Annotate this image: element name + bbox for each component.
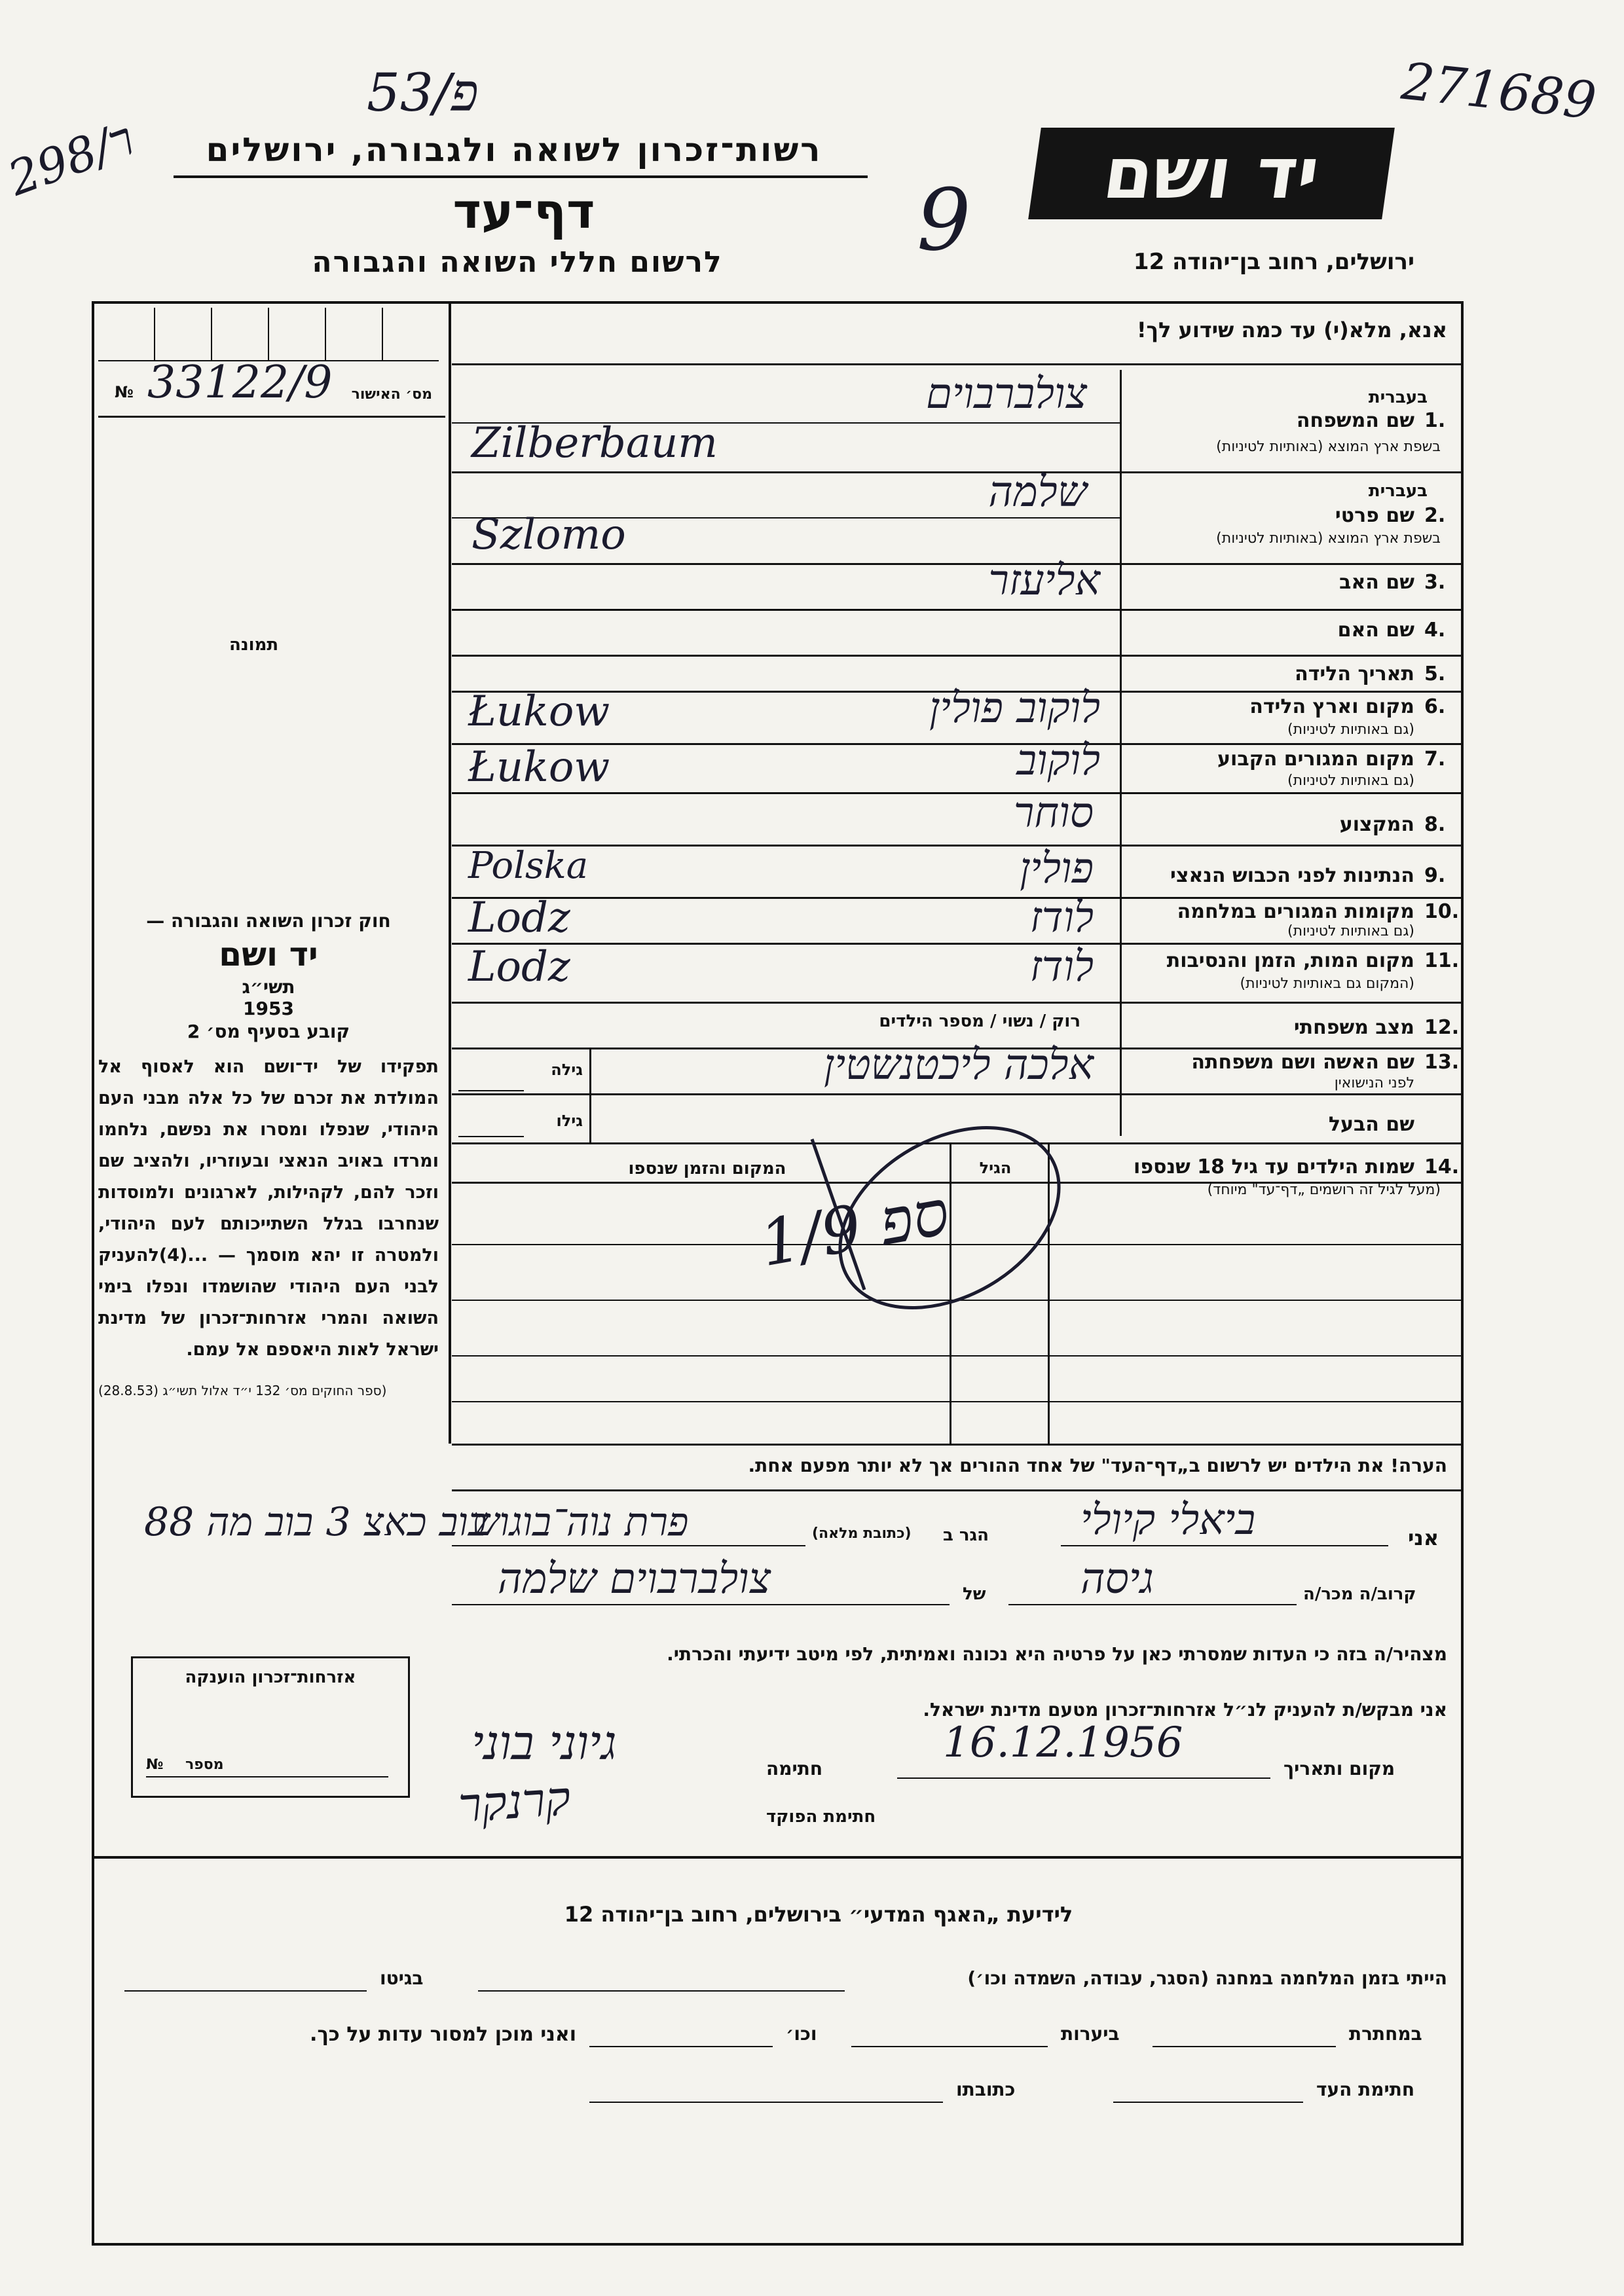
field-label-marital: מצב משפחתי [1293,1016,1414,1039]
approval-number[interactable]: 33122/9 [147,357,333,409]
field-num: 8. [1424,813,1446,836]
field-sub: (גם באותיות לטיניות) [1287,923,1414,939]
field-label-profession: המקצוע [1339,813,1414,836]
approval-boxes [98,308,439,361]
place-date-label: מקום ותאריך [1283,1758,1395,1779]
residence-hebrew[interactable]: לוקוב [1016,737,1100,785]
footer-etc-field[interactable] [589,2046,773,2047]
address: ירושלים, רחוב בן־יהודה 12 [1133,249,1414,275]
field-num: 11. [1424,949,1460,972]
left-column-divider [449,301,451,1444]
date[interactable]: 16.12.1956 [943,1719,1183,1767]
birth-place-hebrew[interactable]: לוקוב פולין [929,684,1100,733]
wife-age-label: גילה [551,1061,583,1079]
residence-latin[interactable]: Łukow [468,743,610,792]
relation-label: קרוב/ה מכר/ה [1303,1584,1416,1604]
field-sub: (מעל לגיל זה רושמים „דף־עד" מיוחד) [1207,1182,1441,1198]
form-title: דף־עד [452,183,595,240]
field-label-birth-date: תאריך הלידה [1295,663,1414,685]
field-label-war-residence: מקומות המגורים במלחמה [1177,900,1414,923]
instruction: אנא, מלא(י) עד כמה שידוע לך! [1136,318,1447,342]
field-label-death-place: מקום המות, הזמן והנסיבות [1166,949,1414,972]
row-line [452,363,1464,365]
marital-options[interactable]: רוק / נשוי / מספר הילדים [879,1011,1080,1031]
archive-number: 271689 [1399,52,1599,132]
field-label-birth-place: מקום וארץ הלידה [1249,695,1414,718]
declarant-address-extra[interactable]: 88 בוב כאצ 3 בוב מה [144,1499,487,1545]
field-sub: (המקום גם באותיות לטיניות) [1240,975,1414,992]
profession[interactable]: סוחר [1013,789,1094,837]
form-subtitle: לרשום חללי השואה והגבורה [312,246,723,279]
footer-forest-label: ביערות [1061,2023,1120,2045]
field-num: 2. [1424,504,1446,527]
law-clause: קובע בסעיף מס׳ 2 [187,1021,350,1042]
field-num: 14. [1424,1156,1460,1178]
children-place-header: המקום והזמן שנספו [628,1159,786,1178]
law-title: חוק זכרון השואה והגבורה — [146,910,391,932]
death-place-latin[interactable]: Lodz [468,943,570,991]
footer-camp-field[interactable] [478,1990,845,1992]
field-num: 10. [1424,900,1460,923]
signature[interactable]: גיוני בוני [471,1715,617,1770]
field-num: 6. [1424,695,1446,718]
footer-underground-label: במחתרת [1349,2023,1422,2045]
nationality-latin[interactable]: Polska [468,845,589,887]
authority-name: רשות־זכרון לשואה ולגבורה, ירושלים [206,131,822,169]
footer-title: לידיעת „האגף המדעי״ בירושלים, רחוב בן־יהודה 12 [564,1902,1073,1927]
field-label-children: שמות הילדים עד גיל 18 שנספו [1134,1156,1414,1178]
witness-signature-label: חתימת העד [1316,2079,1415,2100]
citizenship-no-symbol: № [146,1757,164,1773]
footer-ghetto-label: בגיטו [380,1967,424,1989]
field-label-husband: שם הבעל [1328,1113,1414,1136]
ani-label: אני [1408,1525,1439,1550]
field-num: 13. [1424,1051,1460,1074]
citizenship-box [131,1656,410,1798]
footer-underground-field[interactable] [1153,2046,1336,2047]
yad-vashem-logo [1028,128,1395,219]
field-num: 7. [1424,748,1446,771]
nationality-hebrew[interactable]: פולין [1020,845,1094,893]
footer-ghetto-field[interactable] [124,1990,367,1992]
citizenship-number-label: מספר [185,1757,224,1773]
declarant-address[interactable]: פרת נוה־בוגוש [471,1499,689,1545]
citizenship-title: אזרחות־זכרון הוענקה [185,1667,356,1687]
field-label-father: שם האב [1339,571,1414,594]
father-name[interactable]: אליעזר [988,556,1100,605]
approval-rule [98,416,445,418]
children-age-header: הגיל [979,1159,1012,1177]
law-year-he: תשי״ג [242,976,295,998]
footer-forest-field[interactable] [851,2046,1048,2047]
officer-signature[interactable]: קרנקר [456,1770,572,1833]
stamp-number: 53/פ [367,62,479,123]
label-divider [1120,370,1122,1136]
law-box [98,910,439,1398]
war-residence-latin[interactable]: Lodz [468,894,570,942]
field-num: 5. [1424,663,1446,685]
relation-of[interactable]: צולברבוים שלמה [498,1555,771,1603]
of-label: של [963,1584,986,1604]
family-name-latin[interactable]: Zilberbaum [471,419,718,467]
field-sub: לפני הנישואין [1334,1075,1414,1091]
footer-etc-label: וכו׳ [786,2023,817,2045]
field-num: 1. [1424,409,1446,432]
witness-address-label: כתובתו [956,2079,1016,2100]
first-name-latin[interactable]: Szlomo [471,511,626,559]
signature-label: חתימה [766,1758,823,1779]
witness-address-field[interactable] [589,2102,943,2103]
relation-value[interactable]: גיסה [1080,1555,1154,1603]
field-sub: (גם באותיות לטיניות) [1287,721,1414,738]
death-place-hebrew[interactable]: לודז [1029,943,1094,991]
field-num: 9. [1424,864,1446,887]
approval-label: מס׳ האישור [351,386,432,403]
field-num: 3. [1424,571,1446,594]
field-label-nationality: הנתינות לפני הכבוש הנאצי [1170,864,1414,887]
field-label-first-name: שם פרטי [1335,504,1414,527]
statement: מצהיר/ה בזה כי העדות שמסרתי כאן על פרטיה היא נכונה ואמיתית, לפי מיטב ידיעתי והכרתי. [667,1643,1447,1665]
big-mark: 1/9 ספ [754,1175,955,1281]
approval-no-symbol: № [115,383,134,401]
field-num: 4. [1424,619,1446,642]
first-name-hebrew[interactable]: שלמה [988,468,1087,517]
field-label-residence: מקום המגורים הקבוע [1217,748,1414,771]
note: הערה! את הילדים יש לרשום ב„דף־העד" של אחד ההורים אך לא יותר מפעם אחת. [748,1455,1447,1476]
margin-note: 298/ר [1,110,141,207]
law-year: 1953 [243,998,294,1019]
lang-hebrew-label: בעברית [1368,481,1428,501]
logo-text: יד ושם [1098,132,1325,215]
field-label-wife: שם האשה ושם משפחתה [1191,1051,1414,1074]
field-sub: (גם באותיות לטיניות) [1287,773,1414,789]
header-rule [174,175,868,178]
field-num: 12. [1424,1016,1460,1039]
law-text: תפקידו של יד־ושם הוא לאסוף אל המולדת את זכרם של כל אלה מבני העם היהודי, שנפלו ומסרו את נפשם, נלחמו ומרדו באויב הנאצי ובעוזריו, ולהציב שם וזכר להם, לקהילות, לארגונים ולמוסדות שנחרבו בגלל השתייכותם לעם היהודי, ולמטרה זו יהא מוסמך — ...(4)להעניק לבני העם היהודי שהושמדו ונפלו בימי השואה והמרי אזרחות־זכרון של מדינת ישראל לאות היאספם אל עמם. [98,1057,439,1360]
law-name: יד ושם [219,936,318,974]
residing-label: הגר ב [943,1525,989,1545]
handwritten-mark: 9 [917,170,971,270]
witness-signature-field[interactable] [1113,2102,1303,2103]
officer-label: חתימת הפוקד [766,1807,876,1827]
field-sub: בשפת ארץ המוצא (באותיות לטיניות) [1216,530,1441,547]
wife-name[interactable]: אלכה ליכטנשטין [824,1041,1094,1089]
address-label: (כתובת מלאה) [812,1525,912,1542]
husband-age-label: גילו [556,1112,583,1130]
war-residence-hebrew[interactable]: לודז [1029,894,1094,942]
field-sub: בשפת ארץ המוצא (באותיות לטיניות) [1216,439,1441,455]
field-label-family-name: שם המשפחה [1296,409,1414,432]
declarant-name[interactable]: ביאלי קיולי [1080,1496,1256,1544]
law-source: (ספר החוקים מס׳ 132 י״ד אלול תשי״ג (28.8.53) [98,1383,387,1398]
field-label-mother: שם האם [1337,619,1414,642]
birth-place-latin[interactable]: Łukow [468,687,610,736]
family-name-hebrew[interactable]: צולברבוים [925,370,1087,418]
request: אני מבקש/ת להעניק לנ״ל אזרחות־זכרון מטעם מדינת ישראל. [923,1699,1447,1721]
footer-line1: הייתי בזמן המלחמה במחנה (הסגר, עבודה, השמדה וכו׳) [967,1967,1447,1989]
lang-hebrew-label: בעברית [1368,388,1428,407]
footer-line2-end: ואני מוכן למסור עדות על כך. [310,2023,576,2046]
photo-label: תמונה [229,635,279,655]
